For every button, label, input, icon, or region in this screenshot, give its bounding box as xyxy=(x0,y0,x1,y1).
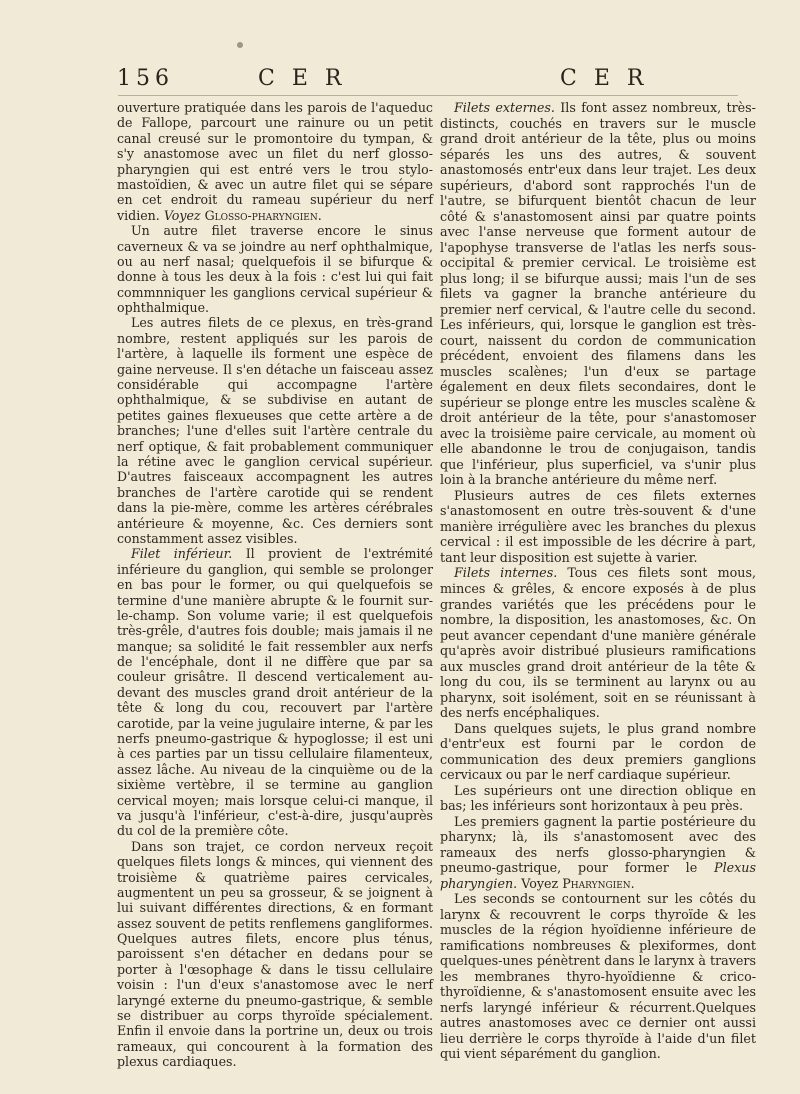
paragraph-text: Tous ces filets sont mous, minces & grêles, & encore exposés à de plus grandes variétés que les précédens pour le nombre, la disposition, les anastomoses, &c. On peut avancer cependant d'une manière générale qu'après avoir distribué plusieurs ramifications aux muscles grand droit antérieur de la tête & long du cou, ils se terminent au larynx ou au pharynx, soit isolément, soit en se réunissant à des nerfs encéphaliques. xyxy=(440,565,756,721)
header-rule xyxy=(118,95,738,96)
paragraph xyxy=(440,100,756,488)
running-header xyxy=(0,66,800,96)
paragraph: Un autre filet traverse encore le sinus caverneux & va se joindre au nerf ophthalmique, ou au nerf nasal; quelquefois il se bifurque & donne à tous les deux à la fois : c'est lui qui fait commnniquer les ganglions cervical supérieur & ophthalmique. xyxy=(117,223,433,316)
see-also-label: Voyez xyxy=(521,875,559,891)
paragraph xyxy=(117,100,433,223)
ink-speck xyxy=(237,42,243,48)
paragraph-text: Les premiers gagnent la partie postérieure du pharynx; là, ils s'anastomosent avec des rameaux des nerfs glosso-pharyngien & pneumo-gastrique, pour former le xyxy=(440,813,756,876)
paragraph: Les supérieurs ont une direction oblique en bas; les inférieurs sont horizontaux à peu près. xyxy=(440,782,756,814)
section-lead: Filets externes. xyxy=(454,100,555,115)
section-lead: Filets internes. xyxy=(454,565,558,581)
cross-reference: Glosso-pharyngien. xyxy=(204,207,322,223)
paragraph-text: ouverture pratiquée dans les parois de l'aqueduc de Fallope, parcourt une rainure ou un petit canal creusé sur le promontoire du tympan, & s'y anastomose avec un filet du nerf glosso-pharyngien qui est entré vers le trou stylo-mastoïdien, & avec un autre filet qui se sépare en cet endroit du rameau supérieur du nerf vidien. xyxy=(117,100,433,223)
paragraph: Les seconds se contournent sur les côtés du larynx & recouvrent le corps thyroïde & les muscles de la région hyoïdienne inférieure de ramifications nombreuses & plexiformes, dont quelques-unes pénètrent dans le larynx à travers les membranes thyro-hyoïdienne & crico-thyroïdienne, & s'anastomosent ensuite avec les nerfs laryngé inférieur & récurrent.Quelques autres anastomoses avec ce dernier ont aussi lieu derrière le corps thyroïde à l'aide d'un filet qui vient séparément du ganglion. xyxy=(440,891,756,1062)
paragraph-text: Il provient de l'extrémité inférieure du ganglion, qui semble se prolonger en bas pour le former, ou qui quelquefois se termine d'une manière abrupte & le fournit sur-le-champ. Son volume varie; il est quelquefois très-grêle, d'autres fois double; mais jamais il ne manque; sa solidité le fait ressembler aux nerfs de l'encéphale, dont il ne diffère que par sa couleur grisâtre. Il descend verticalement au-devant des muscles grand droit antérieur de la tête & long du cou, recouvert par l'artère carotide, par la veine jugulaire interne, & par les nerfs pneumo-gastrique & hypoglosse; il est uni à ces parties par un tissu cellulaire filamenteux, assez lâche. Au niveau de la cinquième ou de la sixième vertèbre, il se termine au ganglion cervical moyen; mais lorsque celui-ci manque, il va jusqu'à l'inférieur, c'est-à-dire, jusqu'auprès du col de la première côte. xyxy=(117,546,433,839)
section-lead: Filet inférieur. xyxy=(131,546,233,562)
paragraph-text: Ils font assez nombreux, très-distincts, couchés en travers sur le muscle grand droit antérieur de la tête, plus ou moins séparés les uns des autres, & souvent anastomosés entr'eux dans leur trajet. Les deux supérieurs, d'abord sont rapprochés l'un de l'autre, se bifurquent bientôt chacun de leur côté & s'anastomosent ainsi par quatre points avec l'anse nerveuse que forment autour de l'apophyse transverse de l'atlas les nerfs sous-occipital & premier cervical. Le troisième est plus long; il se bifurque aussi; mais l'un de ses filets va gagner la branche antérieure du premier nerf cervical, & l'autre celle du second. Les inférieurs, qui, lorsque le ganglion est très-court, naissent du cordon de communication précédent, envoient des filamens dans les muscles scalènes; l'un d'eux se partage également en deux filets secondaires, dont le supérieur se plonge entre les muscles scalène & droit antérieur de la tête, pour s'anastomoser avec la troisième paire cervicale, au moment où elle abandonne le trou de conjugaison, tandis que l'inférieur, plus superficiel, va s'unir plus loin à la branche antérieure du même nerf. xyxy=(440,100,756,488)
paragraph: Dans quelques sujets, le plus grand nombre d'entr'eux est fourni par le cordon de communication des deux premiers ganglions cervicaux ou par le nerf cardiaque supérieur. xyxy=(440,720,756,783)
paragraph: Plusieurs autres de ces filets externes s'anastomosent en outre très-souvent & d'une manière irrégulière avec les branches du plexus cervical : il est impossible de les décrire à part, tant leur disposition est sujette à varier. xyxy=(440,487,756,565)
running-head-right: C E R xyxy=(560,66,649,91)
left-column xyxy=(117,100,433,1070)
see-also-label: Voyez xyxy=(163,207,201,223)
paragraph xyxy=(117,546,433,838)
paragraph: Dans son trajet, ce cordon nerveux reçoit quelques filets longs & minces, qui viennent des troisième & quatrième paires cervicales, augmentent un peu sa grosseur, & se joignent à lui suivant différentes directions, & en formant assez souvent de petits renflemens gangliformes. Quelques autres filets, encore plus ténus, paroissent s'en détacher en dedans pour se porter à l'œsophage & dans le tissu cellulaire voisin : l'un d'eux s'anastomose avec le nerf laryngé externe du pneumo-gastrique, & semble se distribuer au corps thyroïde spécialement. Enfin il envoie dans la portrine un, deux ou trois rameaux, qui concourent à la formation des plexus cardiaques. xyxy=(117,838,433,1070)
right-column xyxy=(440,100,756,1062)
paragraph xyxy=(440,565,756,720)
page-number: 156 xyxy=(117,66,174,91)
cross-reference: Pharyngien. xyxy=(562,875,635,891)
running-head-left: C E R xyxy=(258,66,347,91)
paragraph: Les autres filets de ce plexus, en très-grand nombre, restent appliqués sur les parois de l'artère, à laquelle ils forment une espèce de gaine nerveuse. Il s'en détache un faisceau assez considérable qui accompagne l'artère ophthalmique, & se subdivise en autant de petites gaines flexueuses que cette artère a de branches; l'une d'elles suit l'artère centrale du nerf optique, & fait probablement communiquer la rétine avec le ganglion cervical supérieur. D'autres faisceaux accompagnent les autres branches de l'artère carotide qui se rendent dans la pie-mère, comme les artères cérébrales antérieure & moyenne, &c. Ces derniers sont constamment assez visibles. xyxy=(117,315,433,546)
paragraph xyxy=(440,814,756,892)
term-italic: Plexus pharyngien. xyxy=(440,860,756,891)
